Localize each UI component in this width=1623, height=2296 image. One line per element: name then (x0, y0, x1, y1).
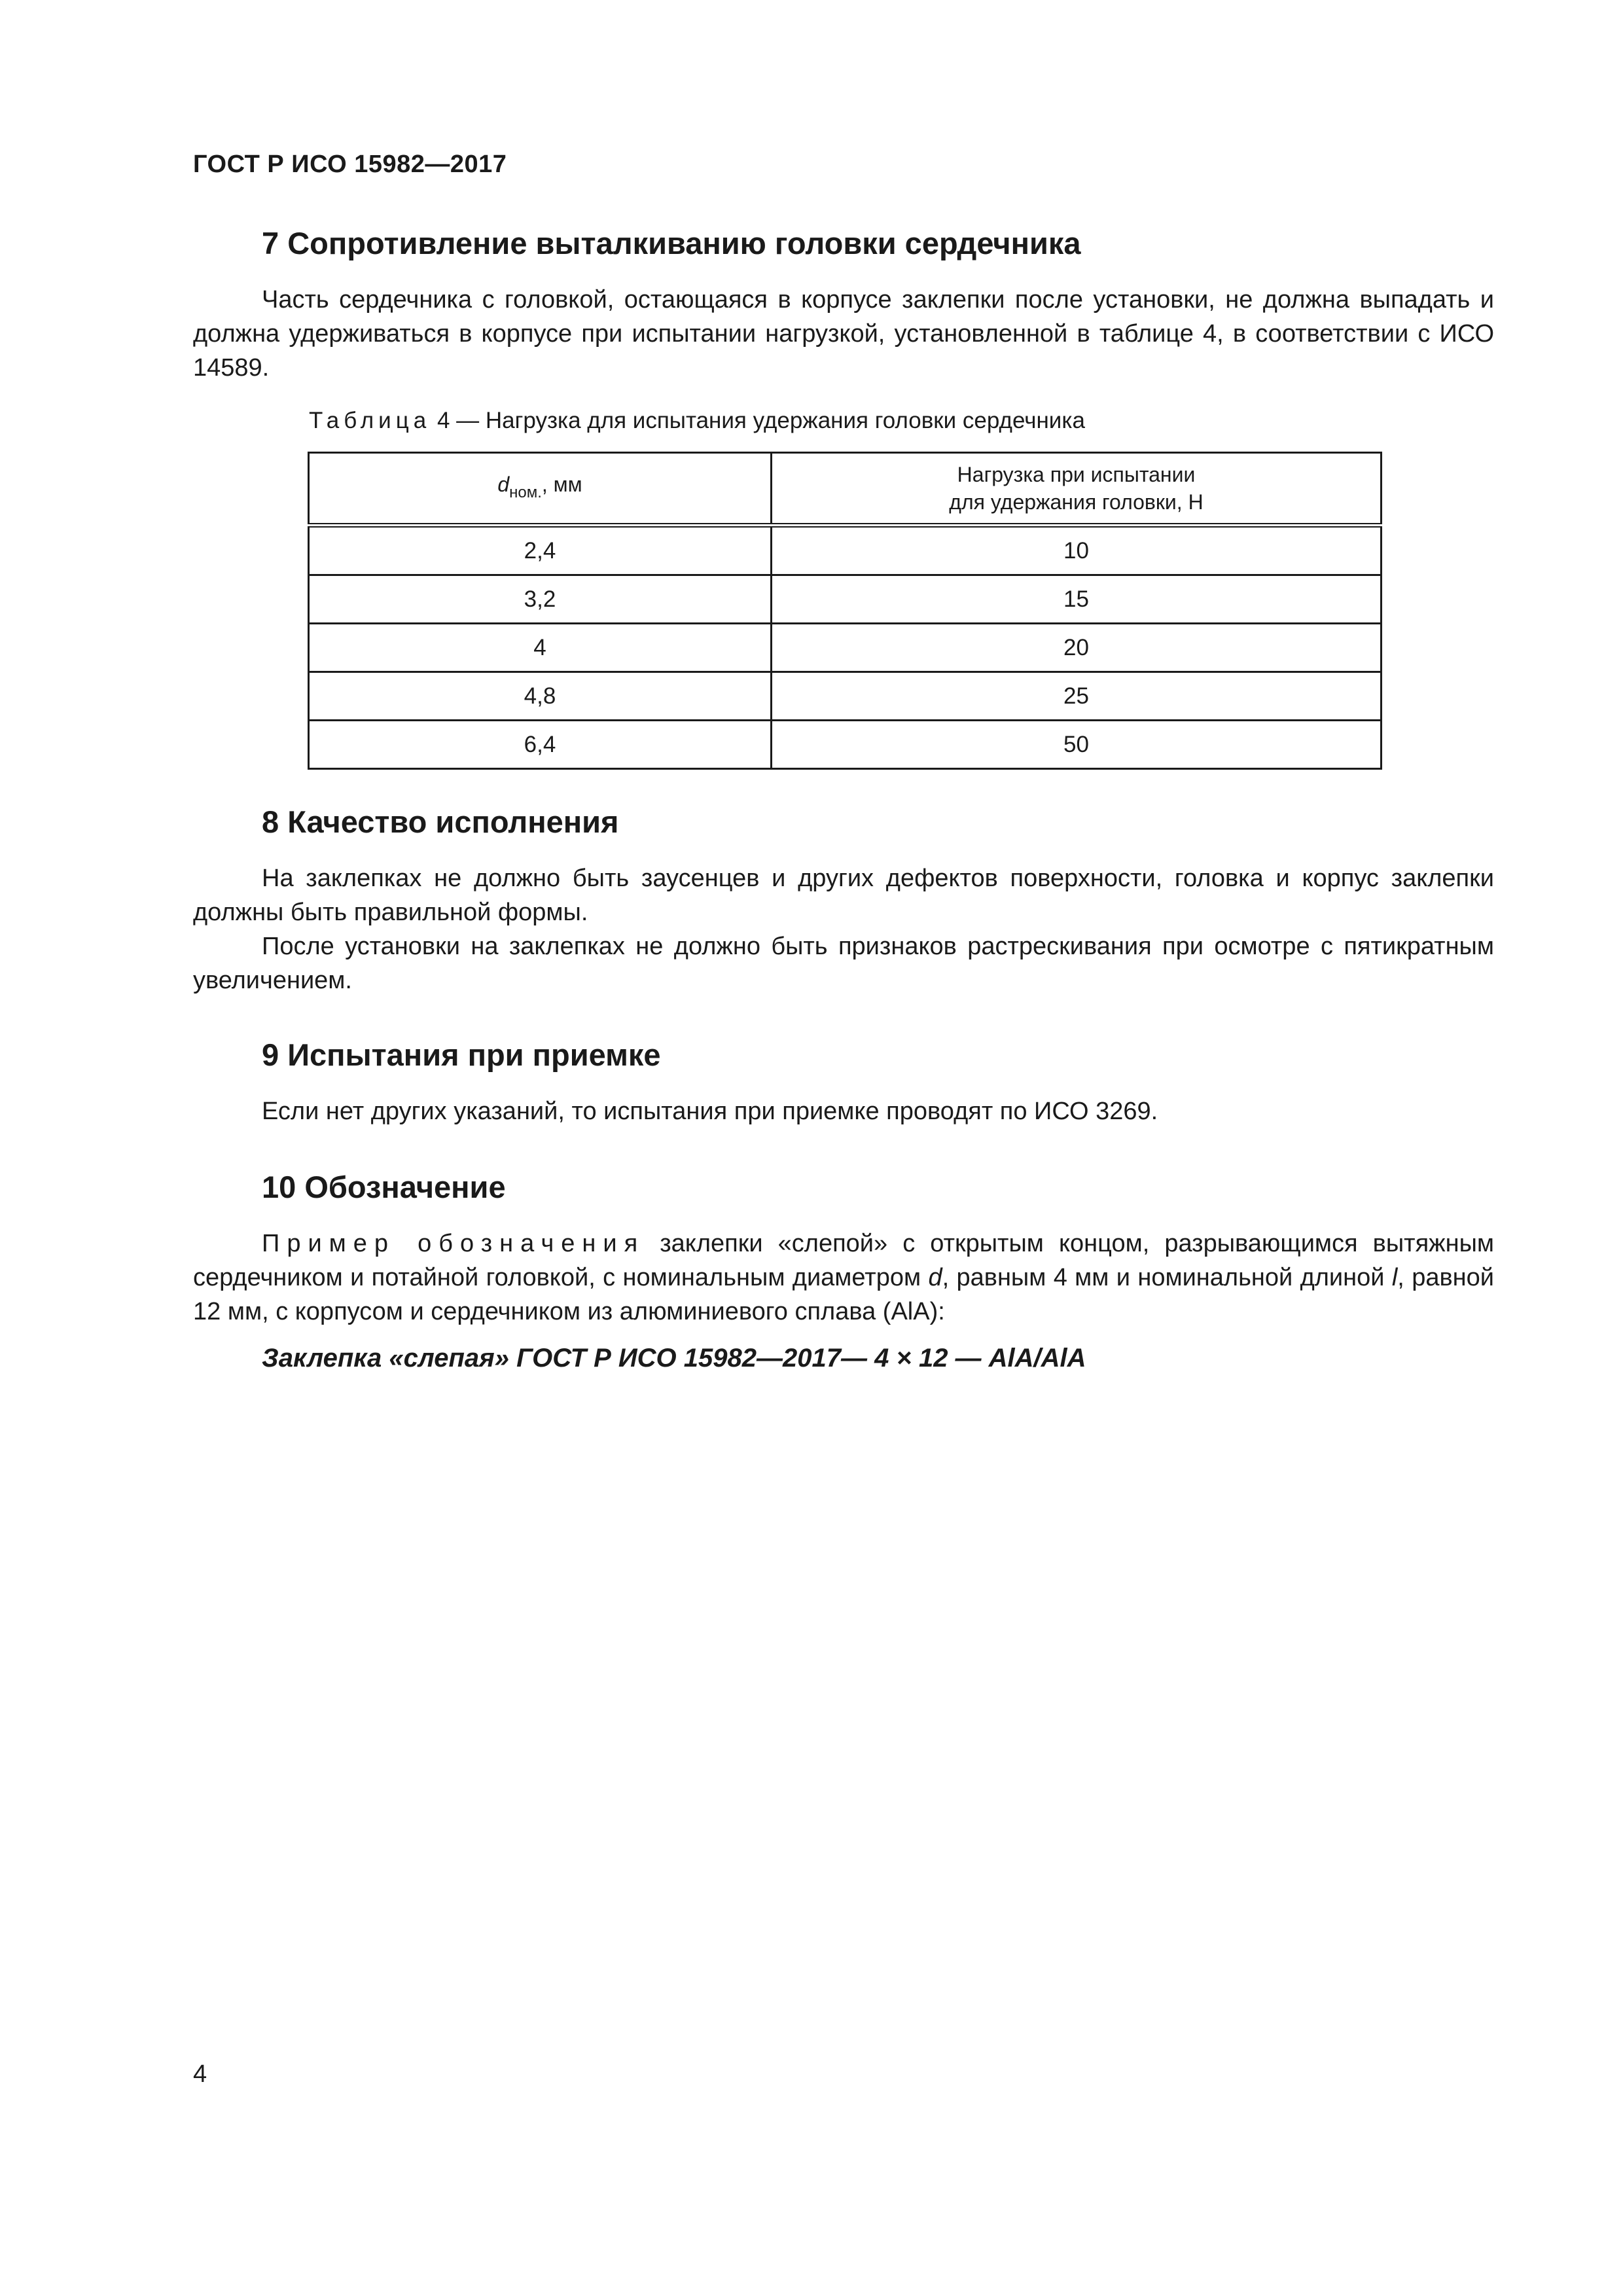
cell-diameter: 6,4 (309, 721, 772, 769)
table-4 (308, 452, 1382, 770)
symbol-d: d (928, 1264, 942, 1291)
designation-example: Заклепка «слепая» ГОСТ Р ИСО 15982—2017— 4 × 12 — AlA/AlA (262, 1344, 1086, 1372)
section-9-title: 9 Испытания при приемке (262, 1037, 661, 1072)
page-number: 4 (193, 2060, 207, 2088)
table-header-row (309, 453, 1382, 526)
example-text-3: , равной 12 мм, с корпусом и сердечником из алюминиевого сплава (AlA): (193, 1264, 1494, 1325)
diameter-symbol: d (497, 472, 510, 496)
diameter-unit: , мм (541, 472, 582, 496)
example-text-1: заклепки «слепой» с открытым концом, разрывающимся вытяжным сердечником и потайной головкой, с номинальным диаметром (193, 1230, 1495, 1291)
load-header-line2: для удержания головки, Н (949, 490, 1204, 514)
table-4-caption-prefix: Таблица (309, 408, 431, 433)
table-header-diameter (309, 453, 772, 526)
section-7-title: 7 Сопротивление выталкиванию головки сердечника (262, 226, 1081, 260)
table-row (309, 575, 1382, 624)
section-10-paragraph (193, 1227, 1494, 1329)
diameter-subscript: ном. (509, 483, 542, 501)
cell-load: 10 (772, 526, 1382, 575)
cell-load: 20 (772, 624, 1382, 672)
section-8-paragraph-2: После установки на заклепках не должно быть признаков растрескивания при осмотре с пятикратным увеличением. (193, 933, 1494, 994)
section-7-paragraph: Часть сердечника с головкой, остающаяся в корпусе заклепки после установки, не должна выпадать и должна удерживаться в корпусе при испытании нагрузкой, установленной в таблице 4, в соответствии с ИСО 14589. (193, 286, 1494, 382)
cell-diameter: 4,8 (309, 672, 772, 721)
symbol-l: l (1391, 1264, 1398, 1291)
table-header-load (772, 453, 1382, 526)
cell-load: 50 (772, 721, 1382, 769)
cell-diameter: 2,4 (309, 526, 772, 575)
section-8-title: 8 Качество исполнения (262, 804, 619, 839)
table-4-caption-text: 4 — Нагрузка для испытания удержания головки сердечника (431, 408, 1085, 433)
section-8-paragraph-1: На заклепках не должно быть заусенцев и других дефектов поверхности, головка и корпус заклепки должны быть правильной формы. (193, 865, 1494, 926)
section-9-paragraph: Если нет других указаний, то испытания при приемке проводят по ИСО 3269. (262, 1098, 1158, 1125)
example-text-2: , равным 4 мм и номинальной длиной (942, 1264, 1392, 1291)
table-row (309, 624, 1382, 672)
example-label: Пример обозначения (262, 1230, 645, 1257)
table-4-caption (309, 408, 1085, 434)
cell-diameter: 3,2 (309, 575, 772, 624)
load-header-line1: Нагрузка при испытании (957, 463, 1196, 486)
cell-diameter: 4 (309, 624, 772, 672)
cell-load: 25 (772, 672, 1382, 721)
table-row (309, 526, 1382, 575)
section-10-title: 10 Обозначение (262, 1170, 506, 1204)
cell-load: 15 (772, 575, 1382, 624)
document-header: ГОСТ Р ИСО 15982—2017 (193, 151, 507, 178)
table-row (309, 672, 1382, 721)
table-row (309, 721, 1382, 769)
